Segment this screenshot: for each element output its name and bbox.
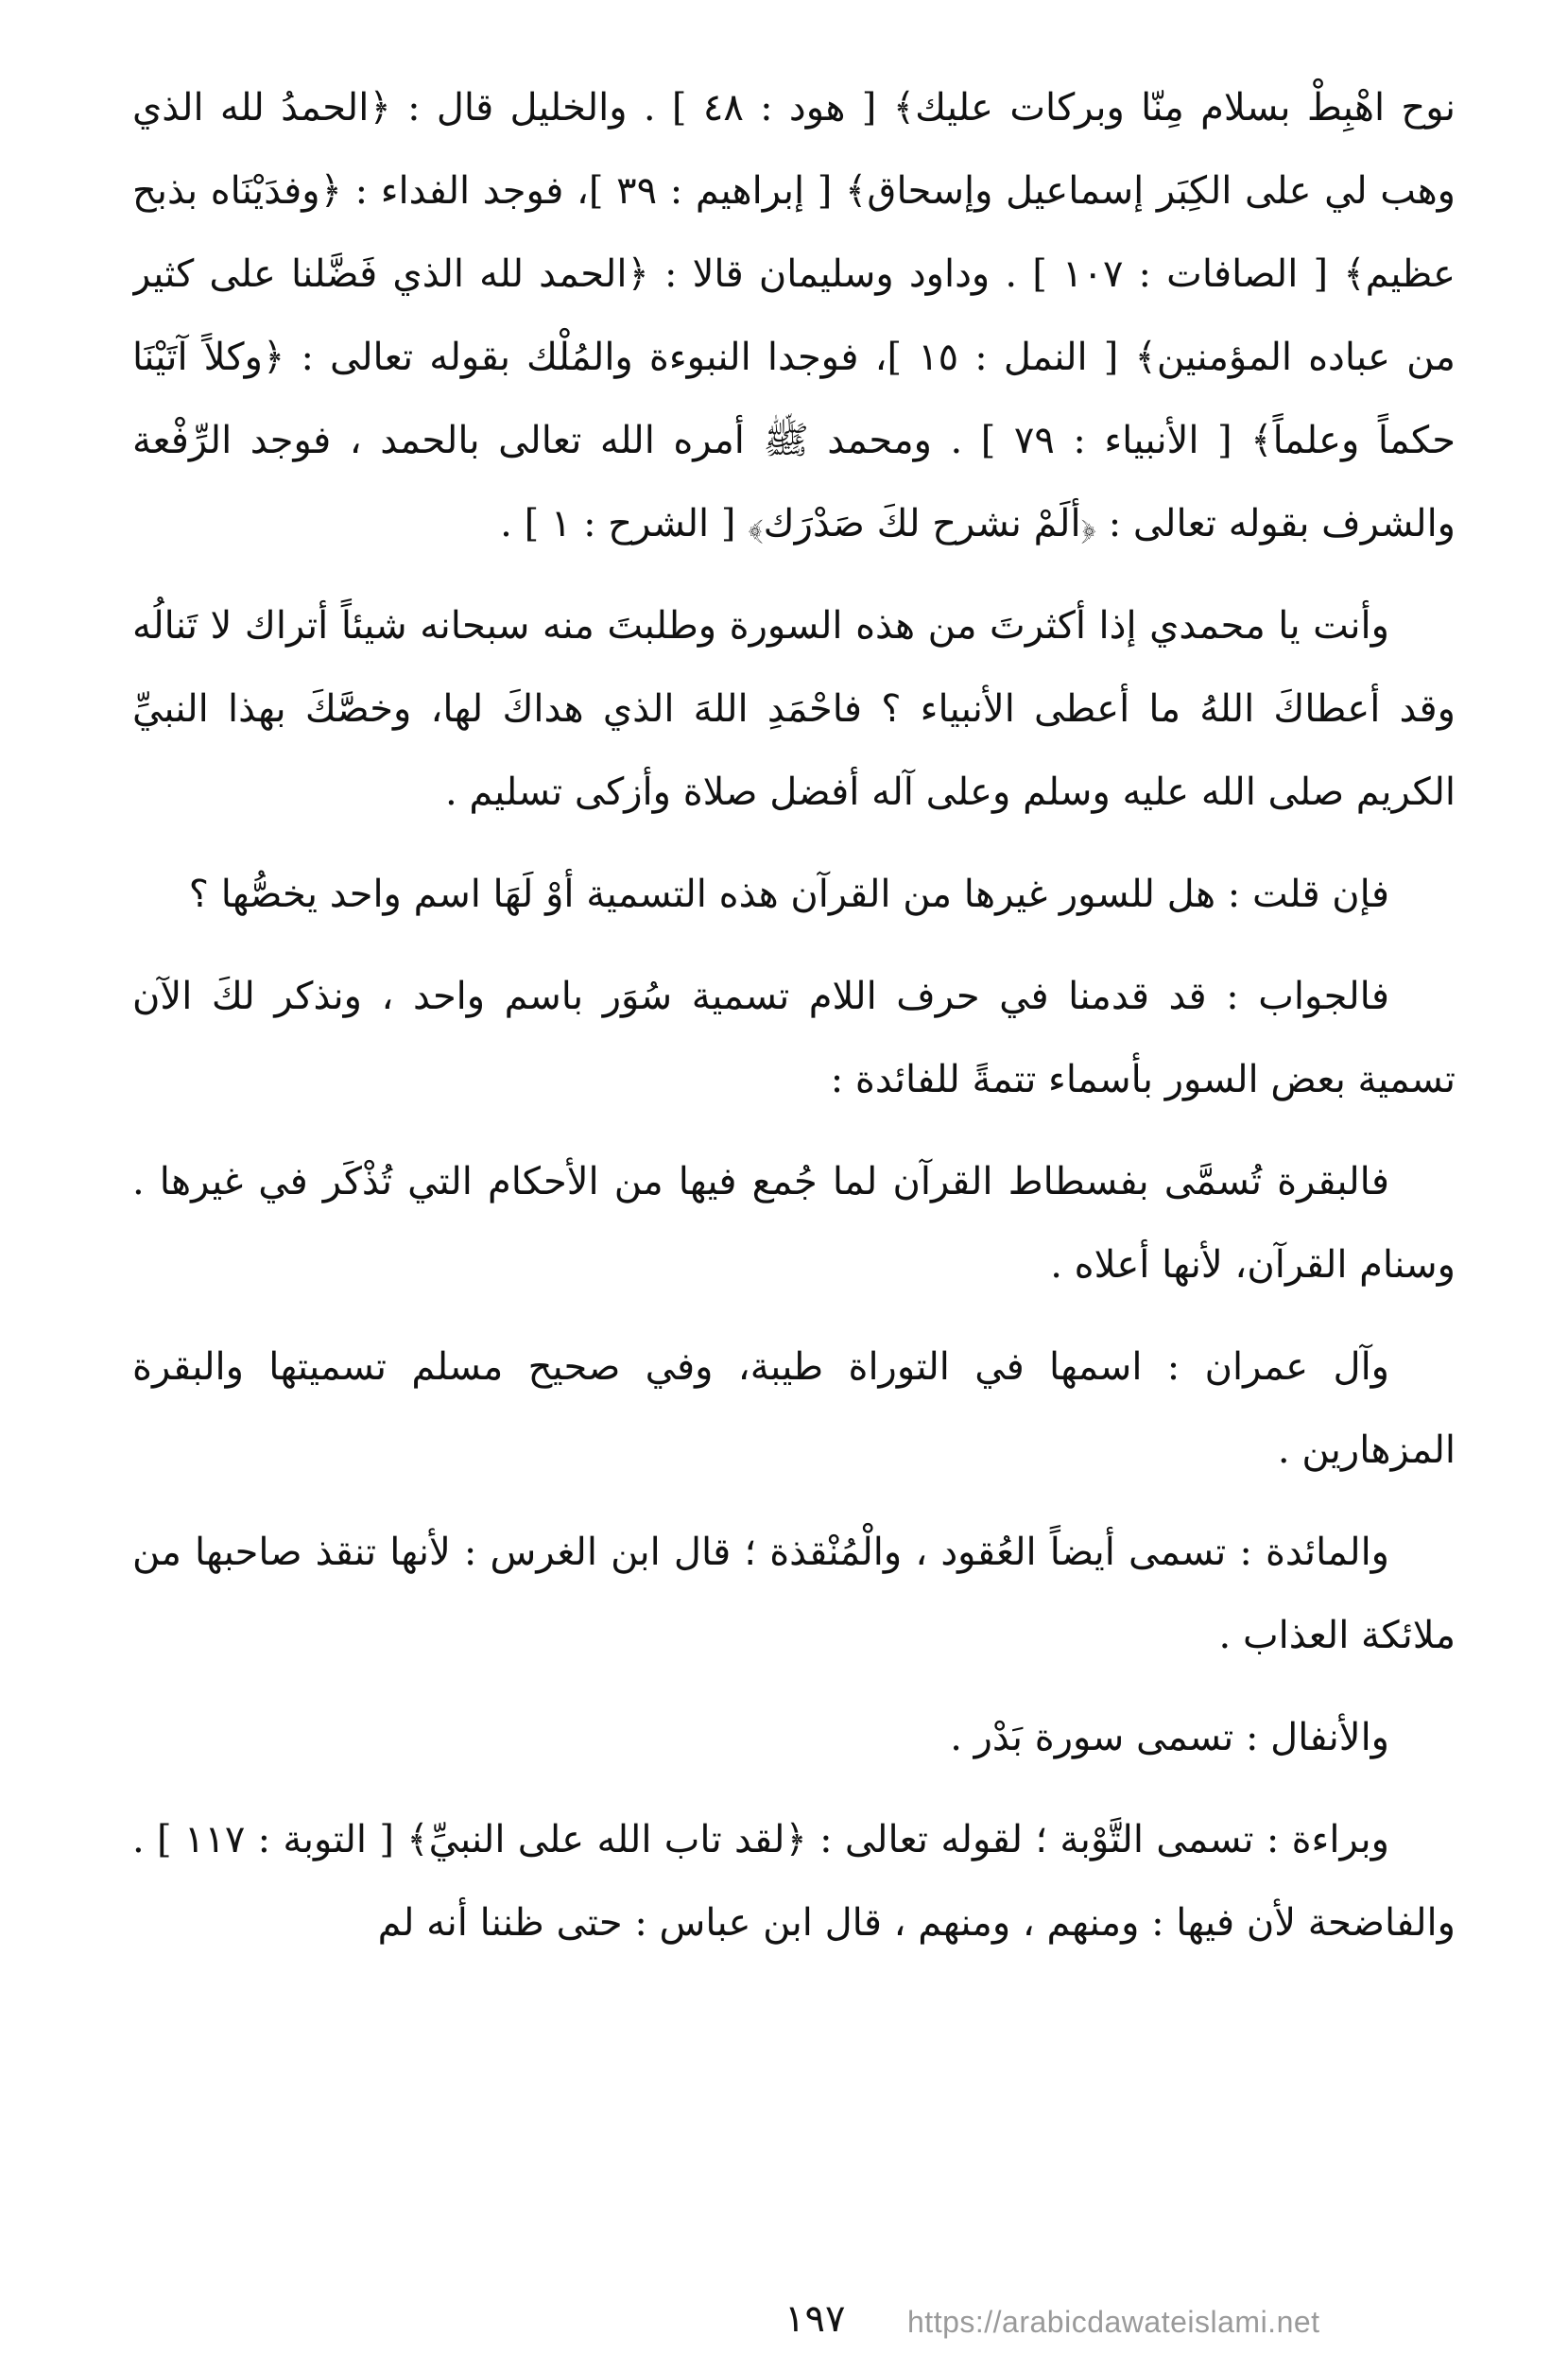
paragraph-al-imran: وآل عمران : اسمها في التوراة طيبة، وفي صحيح مسلم تسميتها والبقرة المزهارين . — [132, 1345, 1456, 1472]
paragraph-prophets-praise: نوح اهْبِطْ بسلام مِنّا وبركات عليك﴾ [ هود : ٤٨ ] . والخليل قال : ﴿الحمدُ لله الذي وهب لي على الكِبَر إسماعيل وإسحاق﴾ [ إبراهيم : ٣٩ ]، فوجد الفداء : ﴿وفدَيْنَاه بذبح عظيم﴾ [ الصافات : ١٠٧ ] . وداود وسليمان قالا : ﴿الحمد لله الذي فَضَّلنا على كثير من عباده المؤمنين﴾ [ النمل : ١٥ ]، فوجدا النبوءة والمُلْك بقوله تعالى : ﴿وكلاً آتَيْنَا حكماً وعلماً﴾ [ الأنبياء : ٧٩ ] . ومحمد ﷺ أمره الله تعالى بالحمد ، فوجد الرِّفْعة والشرف بقوله تعالى : ﴿ألَمْ نشرح لكَ صَدْرَك﴾ [ الشرح : ١ ] . — [132, 86, 1456, 545]
paragraph-anfal: والأنفال : تسمى سورة بَدْر . — [950, 1716, 1389, 1759]
page-body — [132, 66, 1456, 2269]
watermark-url: https://arabicdawateislami.net — [907, 2305, 1320, 2339]
paragraph-answer: فالجواب : قد قدمنا في حرف اللام تسمية سُوَر باسم واحد ، ونذكر لكَ الآن تسمية بعض السور بأسماء تتمةً للفائدة : — [132, 975, 1456, 1101]
paragraph-question: فإن قلت : هل للسور غيرها من القرآن هذه التسمية أوْ لَهَا اسم واحد يخصُّها ؟ — [188, 873, 1389, 916]
page-number: ١٩٧ — [784, 2297, 846, 2341]
paragraph-baqara: فالبقرة تُسمَّى بفسطاط القرآن لما جُمع فيها من الأحكام التي تُذْكَر في غيرها . وسنام القرآن، لأنها أعلاه . — [132, 1160, 1456, 1287]
paragraph-maida: والمائدة : تسمى أيضاً العُقود ، والْمُنْقذة ؛ قال ابن الغرس : لأنها تنقذ صاحبها من ملائكة العذاب . — [132, 1531, 1456, 1657]
paragraph-muhammadi-address: وأنت يا محمدي إذا أكثرتَ من هذه السورة وطلبتَ منه سبحانه شيئاً أتراك لا تَنالُه وقد أعطاكَ اللهُ ما أعطى الأنبياء ؟ فاحْمَدِ اللهَ الذي هداكَ لها، وخصَّكَ بهذا النبيِّ الكريم صلى الله عليه وسلم وعلى آله أفضل صلاة وأزكى تسليم . — [132, 604, 1456, 814]
paragraph-baraa: وبراءة : تسمى التَّوْبة ؛ لقوله تعالى : ﴿لقد تاب الله على النبيِّ﴾ [ التوبة : ١١٧ ] . والفاضحة لأن فيها : ومنهم ، ومنهم ، قال ابن عباس : حتى ظننا أنه لم — [132, 1818, 1456, 1945]
